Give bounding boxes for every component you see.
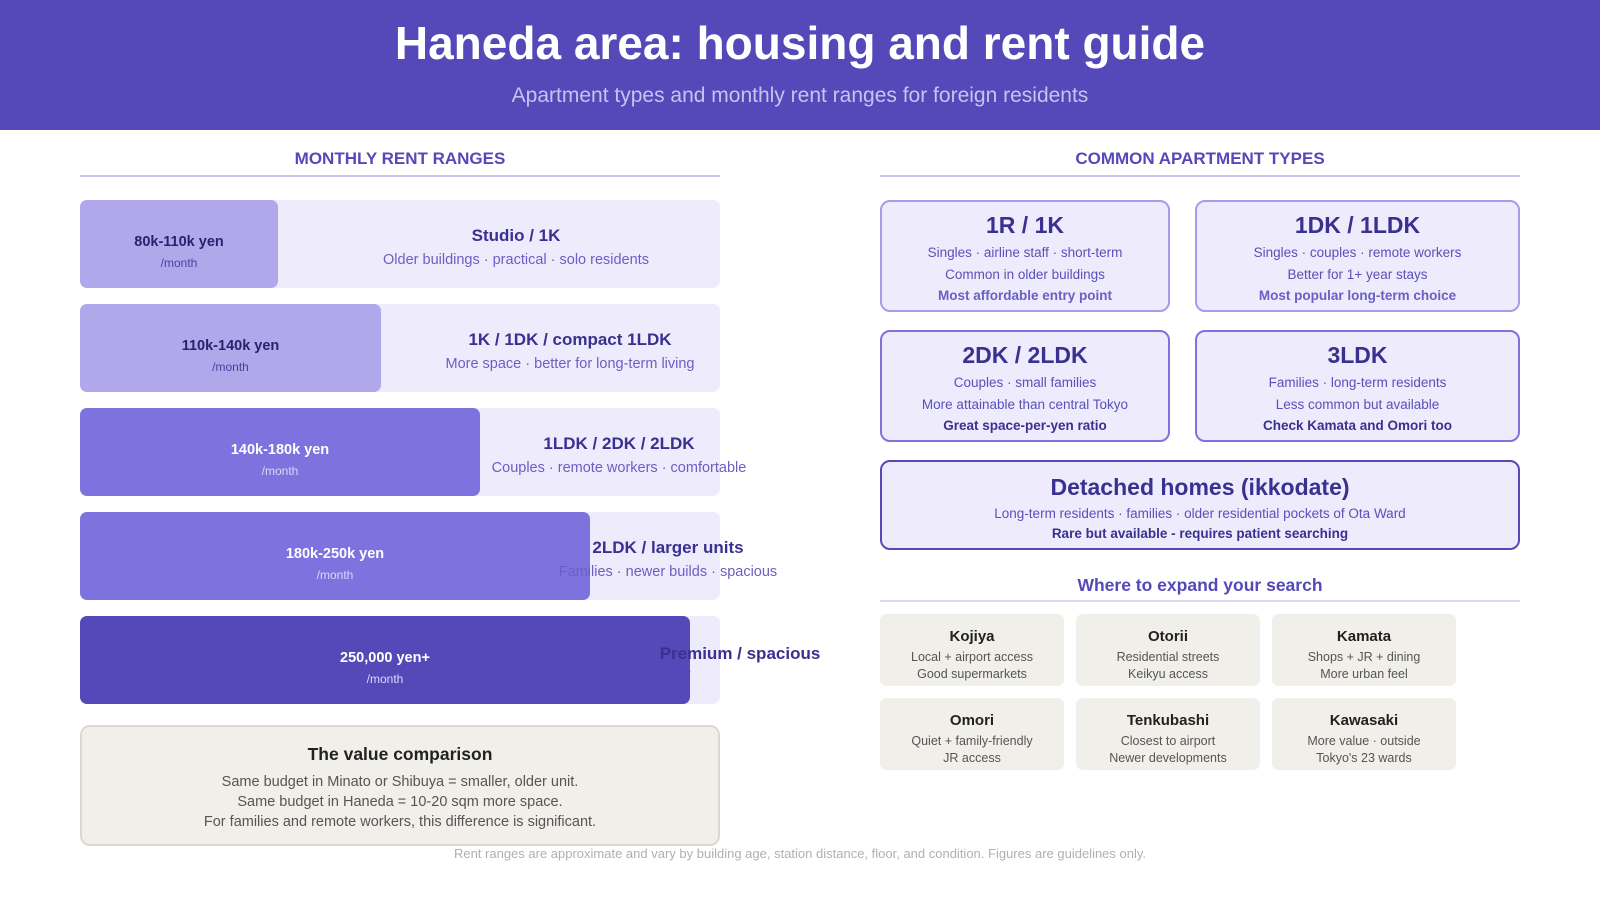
area-detail: Local + airport access (911, 650, 1033, 664)
apartment-type-highlight: Great space-per-yen ratio (943, 418, 1107, 433)
apartment-type-title: 2DK / 2LDK (962, 342, 1088, 368)
area-name: Omori (949, 712, 995, 729)
apartment-type-line: Less common but available (1275, 396, 1440, 412)
area-name: Kawasaki (1329, 712, 1399, 729)
area-detail: Shops + JR + dining (1307, 650, 1421, 664)
area-card (1076, 614, 1260, 686)
apartment-type-card (1195, 200, 1520, 312)
apartment-type-line: More attainable than central Tokyo (921, 396, 1129, 412)
area-card (880, 614, 1064, 686)
rent-per-month: /month (261, 464, 299, 478)
rent-label (580, 644, 900, 664)
detached-homes-card (880, 460, 1520, 550)
page-subtitle: Apartment types and monthly rent ranges for foreign residents (511, 84, 1089, 107)
rent-unit-desc: Older buildings · practical · solo residents (383, 252, 649, 268)
area-detail: Newer developments (1109, 751, 1227, 765)
area-detail: Keikyu access (1128, 667, 1208, 681)
rent-row (80, 616, 821, 704)
apartment-type-card (880, 330, 1170, 442)
rent-unit-desc: More space · better for long-term living (445, 356, 695, 372)
page-title: Haneda area: housing and rent guide (394, 17, 1206, 69)
value-comparison-line: Same budget in Haneda = 10-20 sqm more space. (237, 794, 563, 810)
area-detail: Closest to airport (1120, 734, 1216, 748)
apartment-type-highlight: Most popular long-term choice (1258, 288, 1457, 303)
rent-price: 140k-180k yen (230, 442, 330, 458)
rent-unit-desc: Families · newer builds · spacious (558, 564, 778, 580)
rent-row (80, 408, 747, 496)
area-name: Kojiya (949, 628, 995, 645)
apartment-type-card (1195, 330, 1520, 442)
apartment-type-line: Common in older buildings (945, 266, 1105, 282)
apartment-type-line: Singles · couples · remote workers (1253, 245, 1462, 260)
rent-bar-fill (80, 304, 381, 392)
rent-unit-desc: Couples · remote workers · comfortable (491, 460, 747, 476)
apartment-type-highlight: Most affordable entry point (937, 288, 1112, 303)
apartment-type-title: 1DK / 1LDK (1294, 212, 1421, 238)
types-section-title: COMMON APARTMENT TYPES (880, 149, 1520, 177)
apartment-type-line: Singles · airline staff · short-term (927, 245, 1123, 260)
rent-label (399, 434, 839, 476)
area-name: Kamata (1336, 628, 1392, 645)
area-detail: Tokyo's 23 wards (1316, 751, 1412, 765)
area-name: Otorii (1148, 628, 1188, 645)
area-detail: More value · outside (1307, 734, 1421, 748)
area-detail: JR access (943, 751, 1001, 765)
apartment-type-line: Families · long-term residents (1268, 375, 1447, 390)
rent-row (80, 304, 720, 392)
rent-per-month: /month (160, 256, 198, 270)
area-card (1272, 614, 1456, 686)
rent-price: 110k-140k yen (181, 338, 280, 354)
area-detail: Good supermarkets (917, 667, 1027, 681)
rent-price: 180k-250k yen (285, 546, 385, 562)
expand-search-title: Where to expand your search (880, 575, 1520, 602)
area-card (880, 698, 1064, 770)
detached-homes-highlight: Rare but available - requires patient searching (1051, 526, 1349, 541)
area-name: Tenkubashi (1126, 712, 1210, 729)
rent-unit-name: 2LDK / larger units (592, 538, 744, 557)
area-card (1076, 698, 1260, 770)
area-detail: Quiet + family-friendly (911, 734, 1033, 748)
area-detail: More urban feel (1320, 667, 1408, 681)
value-comparison-title: The value comparison (307, 744, 493, 764)
rent-price: 80k-110k yen (134, 234, 224, 250)
rent-row (80, 200, 720, 288)
apartment-type-highlight: Check Kamata and Omori too (1262, 418, 1453, 433)
rent-unit-name: 1K / 1DK / compact 1LDK (468, 330, 672, 349)
area-card (1272, 698, 1456, 770)
rent-per-month: /month (212, 360, 249, 374)
rent-label (350, 330, 790, 372)
detached-homes-line: Long-term residents · families · older residential pockets of Ota Ward (994, 506, 1406, 521)
page-header (0, 0, 1600, 130)
rent-unit-name: Studio / 1K (471, 226, 561, 245)
value-comparison-line: For families and remote workers, this difference is significant. (203, 814, 597, 830)
rent-per-month: /month (366, 672, 404, 686)
apartment-type-title: 1R / 1K (986, 212, 1064, 238)
rent-section-title: MONTHLY RENT RANGES (80, 149, 720, 177)
area-detail: Residential streets (1116, 650, 1220, 664)
value-comparison-line: Same budget in Minato or Shibuya = smaller, older unit. (221, 774, 579, 790)
value-comparison-box (80, 725, 720, 846)
footnote: Rent ranges are approximate and vary by building age, station distance, floor, and condition. Figures are guidelines only. (453, 846, 1147, 861)
detached-homes-title: Detached homes (ikkodate) (1050, 474, 1350, 500)
rent-per-month: /month (316, 568, 354, 582)
rent-unit-name: 1LDK / 2DK / 2LDK (543, 434, 695, 453)
apartment-type-line: Couples · small families (953, 375, 1097, 390)
rent-unit-name: Premium / spacious (659, 644, 821, 663)
rent-row (80, 512, 778, 600)
apartment-type-card (880, 200, 1170, 312)
rent-bar-fill (80, 200, 278, 288)
rent-price: 250,000 yen+ (340, 650, 430, 666)
apartment-type-line: Better for 1+ year stays (1287, 266, 1428, 282)
apartment-type-title: 3LDK (1327, 342, 1388, 368)
rent-label (448, 538, 888, 580)
rent-label (296, 226, 736, 268)
